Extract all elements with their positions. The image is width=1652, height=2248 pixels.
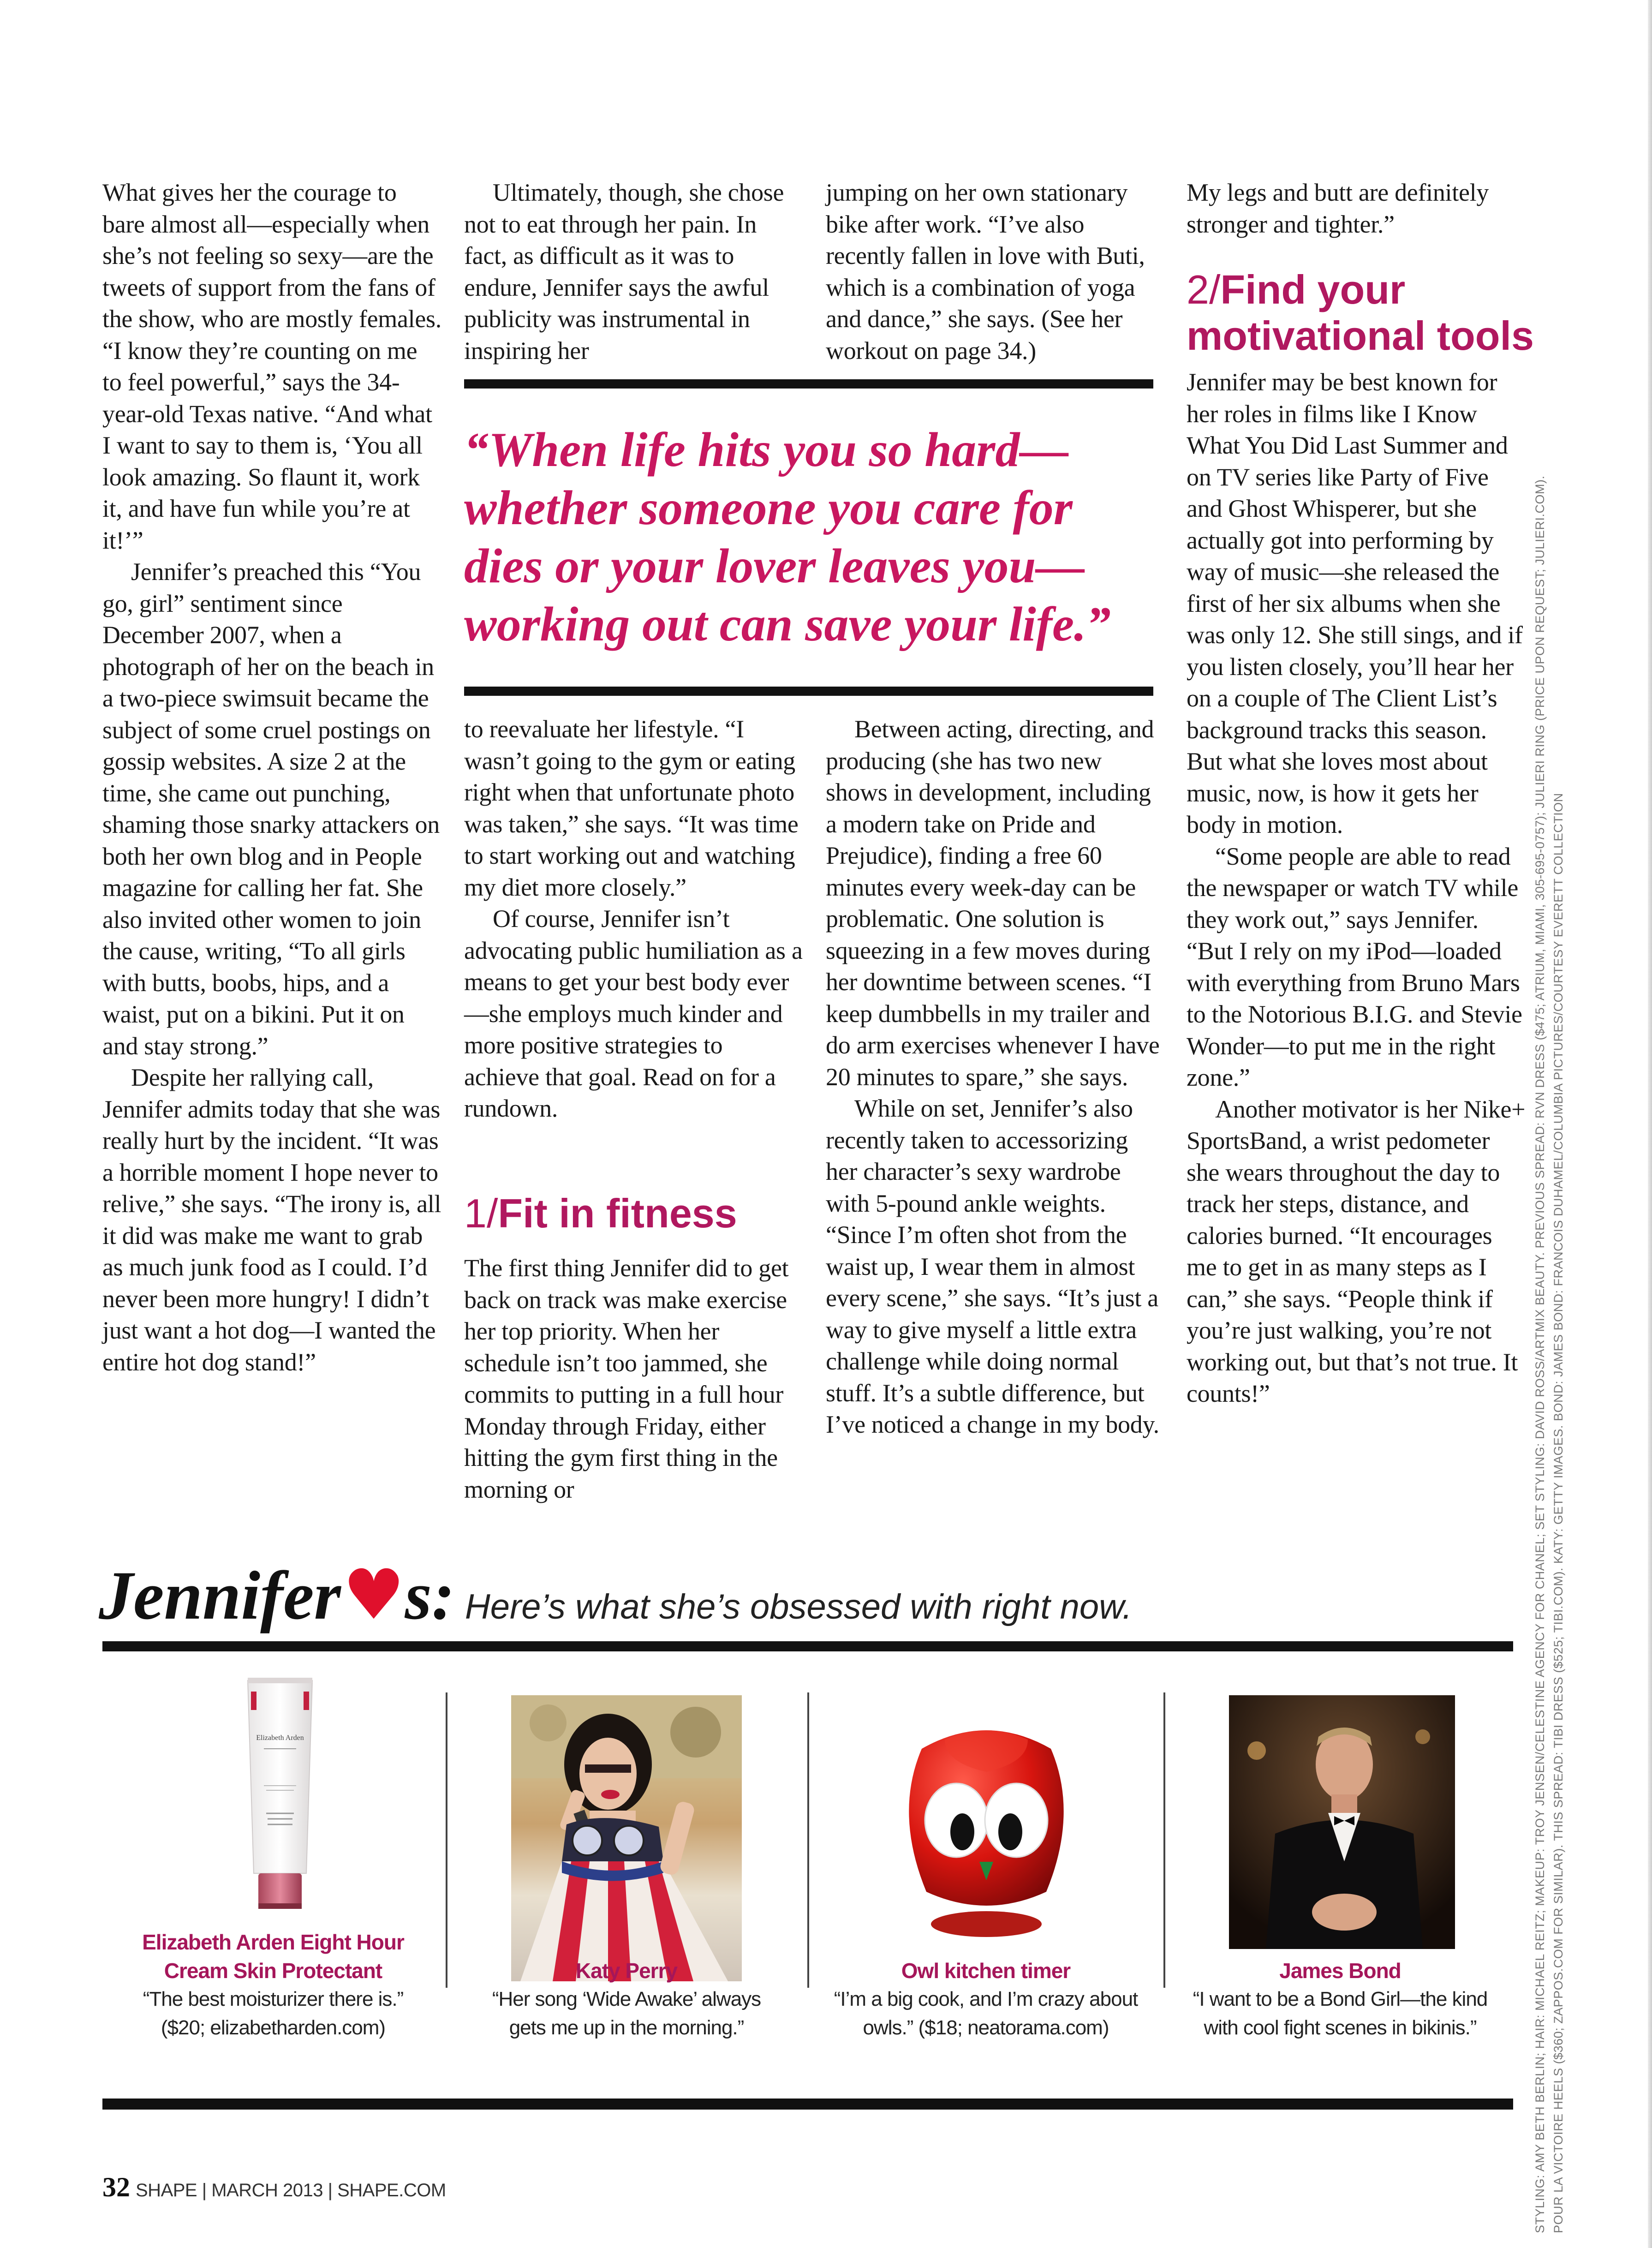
loves-subtitle: Here’s what she’s obsessed with right now. [465,1587,1133,1626]
katy-perry-photo [511,1695,742,1981]
loves-title [99,1555,1132,1638]
footer-text: SHAPE | MARCH 2013 | SHAPE.COM [136,2180,446,2200]
section-title-line2: motivational tools [1187,313,1534,359]
cream-tube-image [241,1675,319,1915]
paragraph: Ultimately, though, she chose not to eat through her pain. In fact, as difficult as it was to endure, Jennifer says the awful publicity was instrumental in inspiring her [464,179,784,365]
heart-icon: ♥ [343,1555,405,1635]
pull-quote: “When life hits you so hard—whether someone you care for dies or your lover leaves you—working out can save your life.” [464,423,1111,651]
column-3-bottom [826,713,1165,1441]
loves-title-suffix: s: [405,1557,455,1634]
tube-brand-label: Elizabeth Arden [256,1734,304,1742]
paragraph: While on set, Jennifer’s also recently taken to accessorizing her character’s sexy wardrobe with 5-pound ankle weights. “Since I’m often shot from the waist up, I wear them in almost every scene,” she says. “It’s just a way to give myself a little extra challenge while doing normal stuff. It’s a subtle difference, but I’ve noticed a change in my body. [826,1094,1159,1438]
page-edge [1648,0,1652,2248]
pullquote-bottom-rule [464,687,1153,696]
paragraph: Despite her rallying call, Jennifer admits today that she was really hurt by the incident. “It was a horrible moment I hope never to relive,” she says. “The irony is, all it did was make me want to grab as much junk food as I could. I’d never been more hungry! I didn’t just want a hot dog—I wanted the entire hot dog stand!” [102,1064,441,1376]
paragraph: My legs and butt are definitely stronger and tighter.” [1187,179,1489,238]
item-price: ($20; elizabetharden.com) [161,2016,386,2039]
photo-credits [1531,388,1568,2233]
item-name: Owl kitchen timer [901,1959,1071,1983]
paragraph: Another motivator is her Nike+ SportsBand, a wrist pedometer she wears throughout the day to track her steps, distance, and calories burned. “It encourages me to get in as many steps as I can,” she says. “People think if you’re just walking, you’re not working out, but that’s not true. It counts!” [1187,1095,1526,1407]
footer [102,2171,446,2203]
loves-top-rule [102,1641,1513,1651]
item-quote: “I want to be a Bond Girl—the kind [1193,1988,1488,2010]
item-divider [807,1692,809,1988]
section-number: 2/ [1187,267,1221,312]
pullquote-top-rule [464,379,1153,389]
item-quote: gets me up in the morning.” [509,2016,744,2039]
loves-bottom-rule [102,2099,1513,2110]
paragraph: Between acting, directing, and producing (she has two new shows in development, including a modern take on Pride and Prejudice), finding a free 60 minutes every week-day can be problematic. One solution is squeezing in a few moves during her downtime between scenes. “I keep dumbbells in my trailer and do arm exercises whenever I have 20 minutes to spare,” she says. [826,715,1160,1091]
james-bond-photo [1229,1695,1455,1949]
item-name: Cream Skin Protectant [164,1959,382,1983]
item-name: James Bond [1279,1959,1401,1983]
paragraph: to reevaluate her lifestyle. “I wasn’t going to the gym or eating right when that unfortunate photo was taken,” she says. “It was time to start working out and watching my diet more closely.” [464,715,799,901]
section-heading-1 [464,1190,737,1237]
page-number: 32 [102,2172,130,2202]
paragraph: The first thing Jennifer did to get back on track was make exercise her top priority. When her schedule isn’t too jammed, she commits to putting in a full hour Monday through Friday, either hitting the gym first thing in the morning or [464,1254,789,1503]
paragraph: Jennifer may be best known for her roles in films like I Know What You Did Last Summer and on TV series like Party of Five and Ghost Whisperer, but she actually got into performing by way of music—she released the first of her six albums when she was only 12. She still sings, and if you listen closely, you’ll hear her on a couple of The Client List’s background tracks this season. But what she loves most about music, now, is how it gets her body in motion. [1187,368,1523,838]
column-2-bottom [464,713,803,1124]
section-title-line1: Find your [1220,267,1406,312]
item-quote: “The best moisturizer there is.” [143,1988,404,2010]
item-name: Elizabeth Arden Eight Hour [142,1930,404,1954]
item-divider [446,1692,447,1988]
owl-timer-image [889,1721,1083,1943]
column-4-bottom [1187,366,1526,1410]
credits-line: POUR LA VICTOIRE HEELS ($360; ZAPPOS.COM FOR SIMILAR). THIS SPREAD: TIBI DRESS ($525; TIBI.COM). KATY: GETTY IMAGES. BOND: JAMES BOND: FRANCOIS DUHAMEL/COLUMBIA PICTURES/COURTESY EVERETT COLLECTION [1551,793,1565,2233]
credits-line: STYLING: AMY BETH BERLIN; HAIR: MICHAEL REITZ; MAKEUP: TROY JENSEN/CELESTINE AGENCY FOR CHANEL; SET STYLING: DAVID ROSS/ARTMIX BEAUTY. PREVIOUS SPREAD: RVN DRESS ($475; ATRIUM, MIAMI, 305-695-0757); JULIERI RING (PRICE UPON REQUEST; JULIERI.COM). [1533,475,1547,2233]
paragraph: What gives her the courage to bare almost all—especially when she’s not feeling so sexy—are the tweets of support from the fans of the show, who are mostly females. “I know they’re counting on me to feel powerful,” says the 34-year-old Texas native. “And what I want to say to them is, ‘You all look amazing. So flaunt it, work it, and have fun while you’re at it!’” [102,179,441,554]
section-number: 1/ [464,1190,498,1236]
love-item-2 [447,1956,805,2042]
column-4-top [1187,177,1526,240]
paragraph: Of course, Jennifer isn’t advocating public humiliation as a means to get your best body ever—she employs much kinder and more positive strategies to achieve that goal. Read on for a rundown. [464,905,803,1122]
column-2-after-heading [464,1252,803,1505]
item-quote: “I’m a big cook, and I’m crazy about [834,1988,1138,2010]
section-title: Fit in fitness [498,1190,737,1236]
paragraph: Jennifer’s preached this “You go, girl” sentiment since December 2007, when a photograph of her on the beach in a two-piece swimsuit became the subject of some cruel postings on gossip websites. A size 2 at the time, she came out punching, shaming those snarky attackers on both her own blog and in People magazine for calling her fat. She also invited other women to join the cause, writing, “To all girls with butts, boobs, hips, and a waist, put on a bikini. Put it on and stay strong.” [102,558,440,1060]
item-quote: with cool fight scenes in bikinis.” [1204,2016,1477,2039]
loves-title-name: Jennifer [99,1557,341,1634]
column-2-top [464,177,803,366]
column-1 [102,177,441,1378]
paragraph: “Some people are able to read the newspaper or watch TV while they work out,” says Jennifer. “But I rely on my iPod—loaded with everything from Bruno Mars to the Notorious B.I.G. and Stevie Wonder—to put me in the right zone.” [1187,842,1522,1091]
item-name: Katy Perry [575,1959,678,1983]
item-price: owls.” ($18; neatorama.com) [863,2016,1109,2039]
love-item-3 [810,1956,1162,2042]
column-3-top [826,177,1165,366]
love-item-1 [102,1928,444,2042]
section-heading-2 [1187,267,1534,359]
paragraph: jumping on her own stationary bike after work. “I’ve also recently fallen in love with Buti, which is a combination of yoga and dance,” she says. (See her workout on page 34.) [826,179,1145,365]
item-divider [1163,1692,1165,1988]
love-item-4 [1167,1956,1513,2042]
item-quote: “Her song ‘Wide Awake’ always [492,1988,761,2010]
